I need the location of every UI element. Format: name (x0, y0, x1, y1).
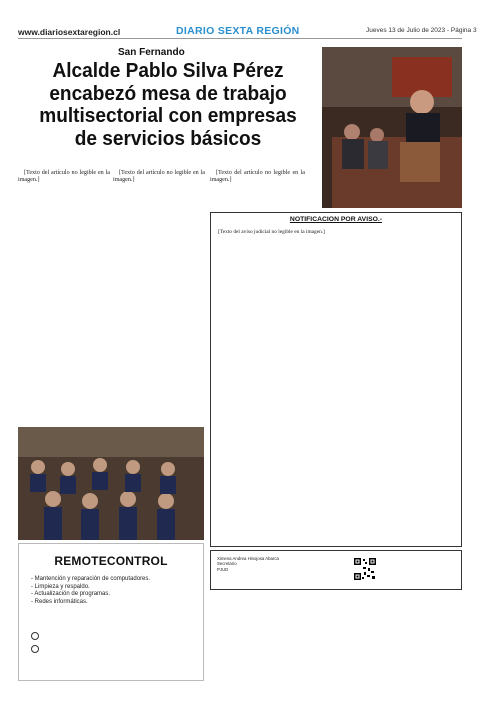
electronic-signature-box (210, 550, 462, 590)
signature-text (217, 556, 347, 572)
article-column-1 (18, 170, 110, 185)
article-paragraph: [Texto del artículo no legible en la imagen.] (18, 170, 110, 184)
ad-email (31, 645, 42, 653)
date-and-page: Jueves 13 de Julio de 2023 - Página 3 (366, 27, 477, 34)
signer-role: Secretario (217, 561, 237, 567)
article-photo-audience (18, 427, 204, 540)
article-column-2 (113, 170, 205, 185)
ad-service-item: - Limpieza y respaldo. (31, 583, 90, 590)
article-kicker: San Fernando (118, 47, 185, 58)
article-paragraph: [Texto del artículo no legible en la imagen.] (210, 170, 305, 184)
notice-title: NOTIFICACION POR AVISO.- (289, 216, 383, 223)
ad-services-list (31, 576, 191, 606)
article-photo-speaker (322, 47, 462, 208)
article-headline: Alcalde Pablo Silva Pérez encabezó mesa de trabajo multisectorial con empresas de servicios básicos (39, 59, 297, 150)
audience-photo-illustration (18, 427, 204, 540)
signer-name: Ximena Andrea Hinojosa Abarca (217, 556, 279, 561)
newspaper-name: DIARIO SEXTA REGIÓN (176, 25, 300, 37)
article-paragraph: [Texto del artículo no legible en la imagen.] (113, 170, 205, 184)
ad-phone (31, 632, 42, 640)
phone-icon (31, 632, 39, 640)
site-url[interactable]: www.diariosextaregion.cl (18, 27, 121, 37)
ad-service-item: - Actualización de programas. (31, 591, 111, 597)
signer-court: PJUD (217, 566, 229, 572)
ad-logo: REMOTECONTROL (54, 554, 168, 568)
article-column-3 (210, 170, 305, 185)
notice-body: [Texto del aviso judicial no legible en la imagen.] (218, 229, 325, 235)
header-divider (18, 38, 462, 39)
ad-service-item: - Redes informáticas. (31, 598, 88, 605)
ad-service-item: - Mantención y reparación de computadores. (31, 576, 151, 582)
remotecontrol-ad (18, 543, 204, 681)
legal-notice (210, 212, 462, 547)
mail-icon (31, 645, 39, 653)
qr-code-icon (353, 557, 377, 581)
speaker-photo-illustration (322, 47, 462, 208)
